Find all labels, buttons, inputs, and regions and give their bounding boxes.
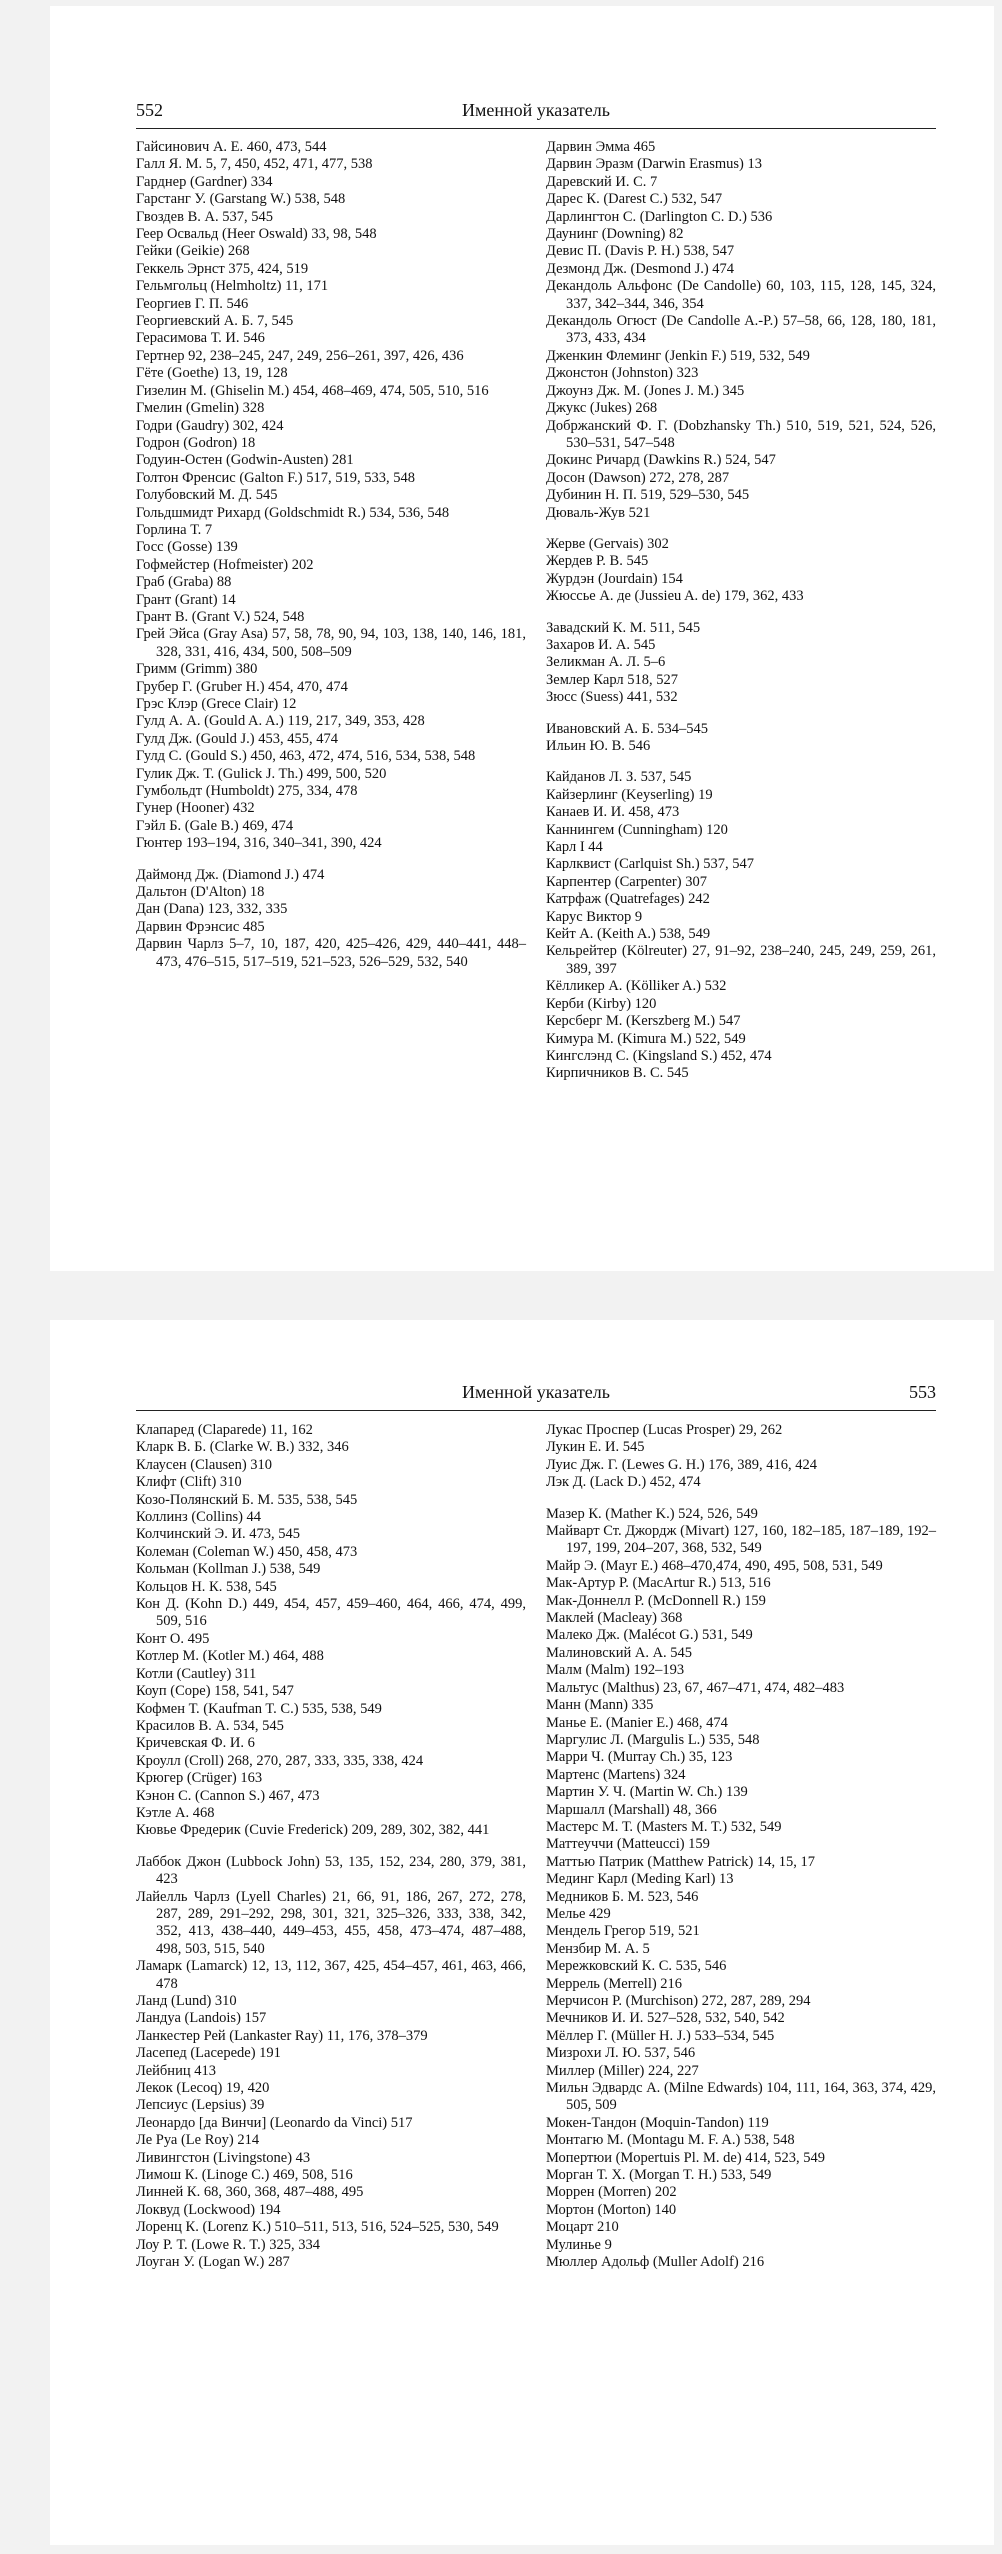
index-entry: Майварт Ст. Джордж (Mivart) 127, 160, 182–185, 187–189, 192–197, 199, 204–207, 368, 532, 549 (546, 1523, 936, 1557)
index-entry: Мак-Доннелл Р. (McDonnell R.) 159 (546, 1592, 766, 1609)
index-entry: Мережковский К. С. 535, 546 (546, 1958, 727, 1975)
index-entry: Коуп (Cope) 158, 541, 547 (136, 1683, 294, 1700)
section-gap (546, 707, 936, 721)
index-entry: Кирпичников В. С. 545 (546, 1065, 689, 1082)
index-entry: Завадский К. М. 511, 545 (546, 619, 701, 636)
index-entry: Геер Освальд (Heer Oswald) 33, 98, 548 (136, 226, 377, 243)
section-gap (136, 853, 526, 867)
index-entry: Леонардо [да Винчи] (Leonardo da Vinci) 517 (136, 2114, 413, 2131)
index-entry: Гвоздев В. А. 537, 545 (136, 208, 273, 225)
page-number: 553 (909, 1382, 936, 1402)
index-entry: Лэк Д. (Lack D.) 452, 474 (546, 1474, 701, 1491)
running-head: Именной указатель (462, 1382, 610, 1402)
index-entry: Дарлингтон С. (Darlington C. D.) 536 (546, 208, 773, 225)
index-entry: Годри (Gaudry) 302, 424 (136, 417, 284, 434)
index-entry: Землер Карл 518, 527 (546, 671, 679, 688)
index-entry: Карл I 44 (546, 839, 603, 856)
index-entry: Каннингем (Cunningham) 120 (546, 821, 728, 838)
index-entry: Локвуд (Lockwood) 194 (136, 2201, 281, 2218)
index-entry: Моррен (Morren) 202 (546, 2184, 677, 2201)
index-column-left (136, 139, 526, 971)
index-entry: Гёте (Goethe) 13, 19, 128 (136, 365, 288, 382)
index-entry: Моцарт 210 (546, 2219, 619, 2236)
index-entry: Гумбольдт (Humboldt) 275, 334, 478 (136, 783, 358, 800)
index-entry: Ландуа (Landois) 157 (136, 2010, 267, 2027)
index-entry: Мазер К. (Mather K.) 524, 526, 549 (546, 1505, 758, 1522)
index-entry: Ланд (Lund) 310 (136, 1993, 237, 2009)
index-entry: Манн (Mann) 335 (546, 1697, 654, 1714)
index-entry: Добржанский Ф. Г. (Dobzhansky Th.) 510, 519, 521, 524, 526, 530–531, 547–548 (546, 417, 936, 451)
index-entry: Мензбир М. А. 5 (546, 1940, 650, 1957)
index-entry: Гмелин (Gmelin) 328 (136, 400, 265, 417)
page-553 (50, 1320, 994, 2545)
page-header (136, 98, 936, 129)
index-entry: Захаров И. А. 545 (546, 636, 656, 653)
index-entry: Колчинский Э. И. 473, 545 (136, 1526, 300, 1543)
index-entry: Клаусен (Clausen) 310 (136, 1456, 273, 1473)
index-entry: Гримм (Grimm) 380 (136, 661, 258, 678)
index-column-right (546, 139, 936, 1083)
index-entry: Дальтон (D'Alton) 18 (136, 884, 265, 901)
index-entry: Лукин Е. И. 545 (546, 1439, 645, 1456)
index-entry: Гейки (Geikie) 268 (136, 243, 250, 260)
index-entry: Кельрейтер (Kölreuter) 27, 91–92, 238–240, 245, 249, 259, 261, 389, 397 (546, 943, 936, 977)
index-entry: Крюгер (Crüger) 163 (136, 1770, 263, 1787)
index-entry: Гулд Дж. (Gould J.) 453, 455, 474 (136, 730, 339, 747)
index-entry: Георгиевский А. Б. 7, 545 (136, 313, 294, 330)
index-entry: Медников Б. М. 523, 546 (546, 1888, 699, 1905)
index-entry: Кофмен Т. (Kaufman T. C.) 535, 538, 549 (136, 1700, 382, 1717)
index-entry: Мастерс М. Т. (Masters M. T.) 532, 549 (546, 1818, 782, 1835)
index-entry: Лекок (Lecoq) 19, 420 (136, 2080, 270, 2097)
index-entry: Мальтус (Malthus) 23, 67, 467–471, 474, 482–483 (546, 1679, 845, 1696)
index-entry: Дезмонд Дж. (Desmond J.) 474 (546, 260, 735, 277)
index-entry: Герасимова Т. И. 546 (136, 330, 265, 347)
index-entry: Мокен-Тандон (Moquin-Tandon) 119 (546, 2114, 769, 2131)
index-entry: Мелье 429 (546, 1905, 611, 1922)
section-gap (546, 755, 936, 769)
index-entry: Красилов В. А. 534, 545 (136, 1717, 284, 1734)
index-entry: Галл Я. М. 5, 7, 450, 452, 471, 477, 538 (136, 156, 373, 173)
index-entry: Досон (Dawson) 272, 278, 287 (546, 469, 730, 486)
index-entry: Лайелль Чарлз (Lyell Charles) 21, 66, 91, 186, 267, 272, 278, 287, 289, 291–292, 298, 301, 321, 325–326, 333, 338, 342, 352, 413, 438–440, 449–453, 455, 458, 473–474, 487–488, 498, 503, 515, 540 (136, 1888, 526, 1957)
page-header (136, 1380, 936, 1411)
index-entry: Мерчисон Р. (Murchison) 272, 287, 289, 294 (546, 1993, 811, 2009)
index-entry: Гельмгольц (Helmholtz) 11, 171 (136, 278, 329, 295)
index-entry: Госс (Gosse) 139 (136, 539, 238, 556)
index-entry: Катрфаж (Quatrefages) 242 (546, 891, 710, 908)
index-entry: Линней К. 68, 360, 368, 487–488, 495 (136, 2184, 364, 2201)
index-entry: Морган Т. Х. (Morgan T. H.) 533, 549 (546, 2167, 772, 2184)
index-entry: Кроулл (Croll) 268, 270, 287, 333, 335, 338, 424 (136, 1752, 424, 1769)
index-entry: Меррель (Merrell) 216 (546, 1975, 683, 1992)
index-entry: Кэнон С. (Cannon S.) 467, 473 (136, 1787, 320, 1804)
index-entry: Мак-Артур Р. (MacArtur R.) 513, 516 (546, 1575, 771, 1592)
index-entry: Гизелин М. (Ghiselin M.) 454, 468–469, 474, 505, 510, 516 (136, 382, 489, 399)
index-entry: Декандоль Огюст (De Candolle A.-P.) 57–58, 66, 128, 180, 181, 373, 433, 434 (546, 313, 936, 347)
index-entry: Мендель Грегор 519, 521 (546, 1923, 700, 1940)
index-entry: Кимура М. (Kimura M.) 522, 549 (546, 1030, 746, 1047)
index-entry: Лоу Р. Т. (Lowe R. T.) 325, 334 (136, 2236, 320, 2253)
index-entry: Гайсинович А. Е. 460, 473, 544 (136, 139, 327, 155)
index-entry: Кольман (Kollman J.) 538, 549 (136, 1561, 321, 1578)
index-entry: Дарвин Эмма 465 (546, 139, 656, 155)
index-entry: Мединг Карл (Meding Karl) 13 (546, 1871, 734, 1888)
index-entry: Гулик Дж. Т. (Gulick J. Th.) 499, 500, 520 (136, 765, 387, 782)
index-entry: Грубер Г. (Gruber H.) 454, 470, 474 (136, 678, 348, 695)
index-entry: Майр Э. (Mayr E.) 468–470,474, 490, 495, 508, 531, 549 (546, 1557, 883, 1574)
index-entry: Клифт (Clift) 310 (136, 1474, 242, 1491)
index-entry: Мулинье 9 (546, 2236, 612, 2253)
index-entry: Даунинг (Downing) 82 (546, 226, 684, 243)
index-entry: Малеко Дж. (Malécot G.) 531, 549 (546, 1627, 753, 1644)
index-entry: Кингслэнд С. (Kingsland S.) 452, 474 (546, 1047, 772, 1064)
index-entry: Гэйл Б. (Gale B.) 469, 474 (136, 817, 294, 834)
index-entry: Керсберг М. (Kerszberg M.) 547 (546, 1013, 741, 1030)
index-entry: Монтагю М. (Montagu M. F. A.) 538, 548 (546, 2132, 795, 2149)
index-entry: Декандоль Альфонс (De Candolle) 60, 103, 115, 128, 145, 324, 337, 342–344, 346, 354 (546, 278, 936, 312)
index-entry: Котлер М. (Kotler M.) 464, 488 (136, 1648, 324, 1665)
index-entry: Маргулис Л. (Margulis L.) 535, 548 (546, 1731, 760, 1748)
index-entry: Колеман (Coleman W.) 450, 458, 473 (136, 1543, 358, 1560)
index-entry: Малиновский А. А. 545 (546, 1644, 693, 1661)
index-entry: Грант В. (Grant V.) 524, 548 (136, 608, 305, 625)
page-552 (50, 6, 994, 1271)
index-entry: Голубовский М. Д. 545 (136, 487, 278, 504)
index-entry: Кювье Фредерик (Cuvie Frederick) 209, 289, 302, 382, 441 (136, 1822, 490, 1839)
index-entry: Ласепед (Lacepede) 191 (136, 2045, 281, 2062)
index-entry: Девис П. (Davis P. H.) 538, 547 (546, 243, 735, 260)
index-entry: Жердев Р. В. 545 (546, 553, 649, 570)
index-entry: Кейт А. (Keith A.) 538, 549 (546, 926, 711, 943)
index-entry: Лепсиус (Lepsius) 39 (136, 2097, 265, 2114)
index-entry: Лейбниц 413 (136, 2062, 216, 2079)
index-entry: Мопертюи (Mopertuis Pl. M. de) 414, 523, 549 (546, 2149, 826, 2166)
index-entry: Грэс Клэр (Grece Clair) 12 (136, 696, 297, 712)
index-column-right (546, 1422, 936, 2272)
index-entry: Кайзерлинг (Keyserling) 19 (546, 786, 713, 803)
index-entry: Мизрохи Л. Ю. 537, 546 (546, 2045, 696, 2062)
index-entry: Дарес К. (Darest C.) 532, 547 (546, 191, 723, 208)
page-number: 552 (136, 100, 163, 120)
index-entry: Ливингстон (Livingstone) 43 (136, 2149, 311, 2166)
index-entry: Мёллер Г. (Müller H. J.) 533–534, 545 (546, 2027, 775, 2044)
index-entry: Лимош К. (Linoge C.) 469, 508, 516 (136, 2167, 353, 2184)
index-entry: Мечников И. И. 527–528, 532, 540, 542 (546, 2010, 785, 2027)
index-entry: Кёлликер А. (Kölliker A.) 532 (546, 978, 727, 995)
section-gap (546, 522, 936, 536)
index-entry: Ламарк (Lamarck) 12, 13, 112, 367, 425, 454–457, 461, 463, 466, 478 (136, 1958, 526, 1992)
index-entry: Граб (Graba) 88 (136, 574, 232, 591)
index-entry: Гертнер 92, 238–245, 247, 249, 256–261, 397, 426, 436 (136, 347, 464, 364)
index-entry: Дженкин Флеминг (Jenkin F.) 519, 532, 549 (546, 347, 810, 364)
index-entry: Даревский И. С. 7 (546, 173, 658, 190)
index-entry: Дарвин Чарлз 5–7, 10, 187, 420, 425–426, 429, 440–441, 448–473, 476–515, 517–519, 521–523, 526–529, 532, 540 (136, 936, 526, 970)
index-entry: Дубинин Н. П. 519, 529–530, 545 (546, 487, 750, 504)
running-head: Именной указатель (462, 100, 610, 120)
index-entry: Ле Руа (Le Roy) 214 (136, 2132, 260, 2149)
index-entry: Горлина Т. 7 (136, 521, 213, 538)
index-entry: Кольцов Н. К. 538, 545 (136, 1578, 277, 1595)
index-entry: Георгиев Г. П. 546 (136, 295, 249, 312)
index-entry: Мартин У. Ч. (Martin W. Ch.) 139 (546, 1784, 748, 1801)
index-entry: Гофмейстер (Hofmeister) 202 (136, 556, 314, 573)
index-entry: Гулд С. (Gould S.) 450, 463, 472, 474, 516, 534, 538, 548 (136, 748, 476, 765)
page-separator (0, 1280, 1002, 1312)
index-entry: Карлквист (Carlquist Sh.) 537, 547 (546, 856, 755, 873)
index-entry: Гарднер (Gardner) 334 (136, 173, 273, 190)
index-entry: Маттью Патрик (Matthew Patrick) 14, 15, 17 (546, 1853, 815, 1870)
index-entry: Мартенс (Martens) 324 (546, 1766, 686, 1783)
index-entry: Мильн Эдвардс А. (Milne Edwards) 104, 111, 164, 363, 374, 429, 505, 509 (546, 2080, 936, 2114)
index-entry: Канаев И. И. 458, 473 (546, 804, 680, 821)
index-entry: Карус Виктор 9 (546, 908, 643, 925)
index-entry: Докинс Ричард (Dawkins R.) 524, 547 (546, 452, 776, 469)
index-entry: Зеликман А. Л. 5–6 (546, 654, 666, 671)
index-entry: Джоунз Дж. М. (Jones J. M.) 345 (546, 382, 745, 399)
index-entry: Грей Эйса (Gray Asa) 57, 58, 78, 90, 94, 103, 138, 140, 146, 181, 328, 331, 416, 434, 500, 508–509 (136, 626, 526, 660)
index-entry: Ивановский А. Б. 534–545 (546, 720, 709, 737)
index-entry: Лоренц К. (Lorenz K.) 510–511, 513, 516, 524–525, 530, 549 (136, 2219, 499, 2236)
index-entry: Клапаред (Claparede) 11, 162 (136, 1422, 313, 1438)
index-entry: Малм (Malm) 192–193 (546, 1662, 685, 1679)
index-entry: Геккель Эрнст 375, 424, 519 (136, 260, 309, 277)
index-entry: Джонстон (Johnston) 323 (546, 365, 699, 382)
index-entry: Джукс (Jukes) 268 (546, 400, 658, 417)
index-entry: Лукас Проспер (Lucas Prosper) 29, 262 (546, 1422, 783, 1438)
index-entry: Годуин-Остен (Godwin-Austen) 281 (136, 452, 354, 469)
index-entry: Марри Ч. (Murray Ch.) 35, 123 (546, 1749, 733, 1766)
index-entry: Дарвин Фрэнсис 485 (136, 918, 265, 935)
index-entry: Кларк В. Б. (Clarke W. B.) 332, 346 (136, 1439, 349, 1456)
index-column-left (136, 1422, 526, 2272)
index-entry: Грант (Grant) 14 (136, 591, 236, 608)
index-entry: Гунер (Hooner) 432 (136, 800, 255, 817)
index-entry: Маклей (Macleay) 368 (546, 1610, 683, 1627)
index-entry: Даймонд Дж. (Diamond J.) 474 (136, 866, 325, 883)
index-entry: Кон Д. (Kohn D.) 449, 454, 457, 459–460, 464, 466, 474, 499, 509, 516 (136, 1596, 526, 1630)
index-entry: Годрон (Godron) 18 (136, 434, 256, 451)
index-entry: Жерве (Gervais) 302 (546, 535, 669, 552)
index-entry: Мортон (Morton) 140 (546, 2201, 677, 2218)
section-gap (136, 1840, 526, 1854)
index-entry: Конт О. 495 (136, 1630, 210, 1647)
index-entry: Ильин Ю. В. 546 (546, 738, 651, 754)
index-entry: Мюллер Адольф (Muller Adolf) 216 (546, 2254, 765, 2271)
index-entry: Кричевская Ф. И. 6 (136, 1735, 255, 1752)
index-entry: Кайданов Л. З. 537, 545 (546, 769, 692, 786)
index-entry: Карпентер (Carpenter) 307 (546, 873, 707, 890)
index-entry: Журдэн (Jourdain) 154 (546, 570, 683, 587)
index-entry: Манье Е. (Manier E.) 468, 474 (546, 1714, 728, 1731)
index-entry: Кэтле А. 468 (136, 1804, 215, 1821)
index-entry: Дан (Dana) 123, 332, 335 (136, 901, 288, 918)
index-entry: Зюсс (Suess) 441, 532 (546, 689, 678, 706)
index-entry: Дюваль-Жув 521 (546, 504, 651, 521)
index-entry: Гарстанг У. (Garstang W.) 538, 548 (136, 191, 346, 208)
index-entry: Козо-Полянский Б. М. 535, 538, 545 (136, 1491, 358, 1508)
index-entry: Дарвин Эразм (Darwin Erasmus) 13 (546, 156, 762, 173)
index-entry: Маттеуччи (Matteucci) 159 (546, 1836, 710, 1853)
index-entry: Луис Дж. Г. (Lewes G. H.) 176, 389, 416, 424 (546, 1456, 818, 1473)
index-entry: Жюссье А. де (Jussieu A. de) 179, 362, 433 (546, 588, 804, 605)
index-entry: Гулд А. А. (Gould A. A.) 119, 217, 349, 353, 428 (136, 713, 425, 730)
section-gap (546, 606, 936, 620)
index-entry: Лоуган У. (Logan W.) 287 (136, 2254, 290, 2271)
index-entry: Керби (Kirby) 120 (546, 995, 657, 1012)
index-entry: Котли (Cautley) 311 (136, 1665, 257, 1682)
index-entry: Ланкестер Рей (Lankaster Ray) 11, 176, 378–379 (136, 2027, 428, 2044)
index-entry: Гюнтер 193–194, 316, 340–341, 390, 424 (136, 835, 382, 852)
section-gap (546, 1492, 936, 1506)
index-entry: Лаббок Джон (Lubbock John) 53, 135, 152, 234, 280, 379, 381, 423 (136, 1853, 526, 1888)
index-entry: Голтон Френсис (Galton F.) 517, 519, 533, 548 (136, 469, 415, 486)
index-entry: Коллинз (Collins) 44 (136, 1509, 262, 1526)
index-entry: Гольдшмидт Рихард (Goldschmidt R.) 534, 536, 548 (136, 504, 450, 521)
index-entry: Миллер (Miller) 224, 227 (546, 2062, 699, 2079)
index-entry: Маршалл (Marshall) 48, 366 (546, 1801, 717, 1818)
